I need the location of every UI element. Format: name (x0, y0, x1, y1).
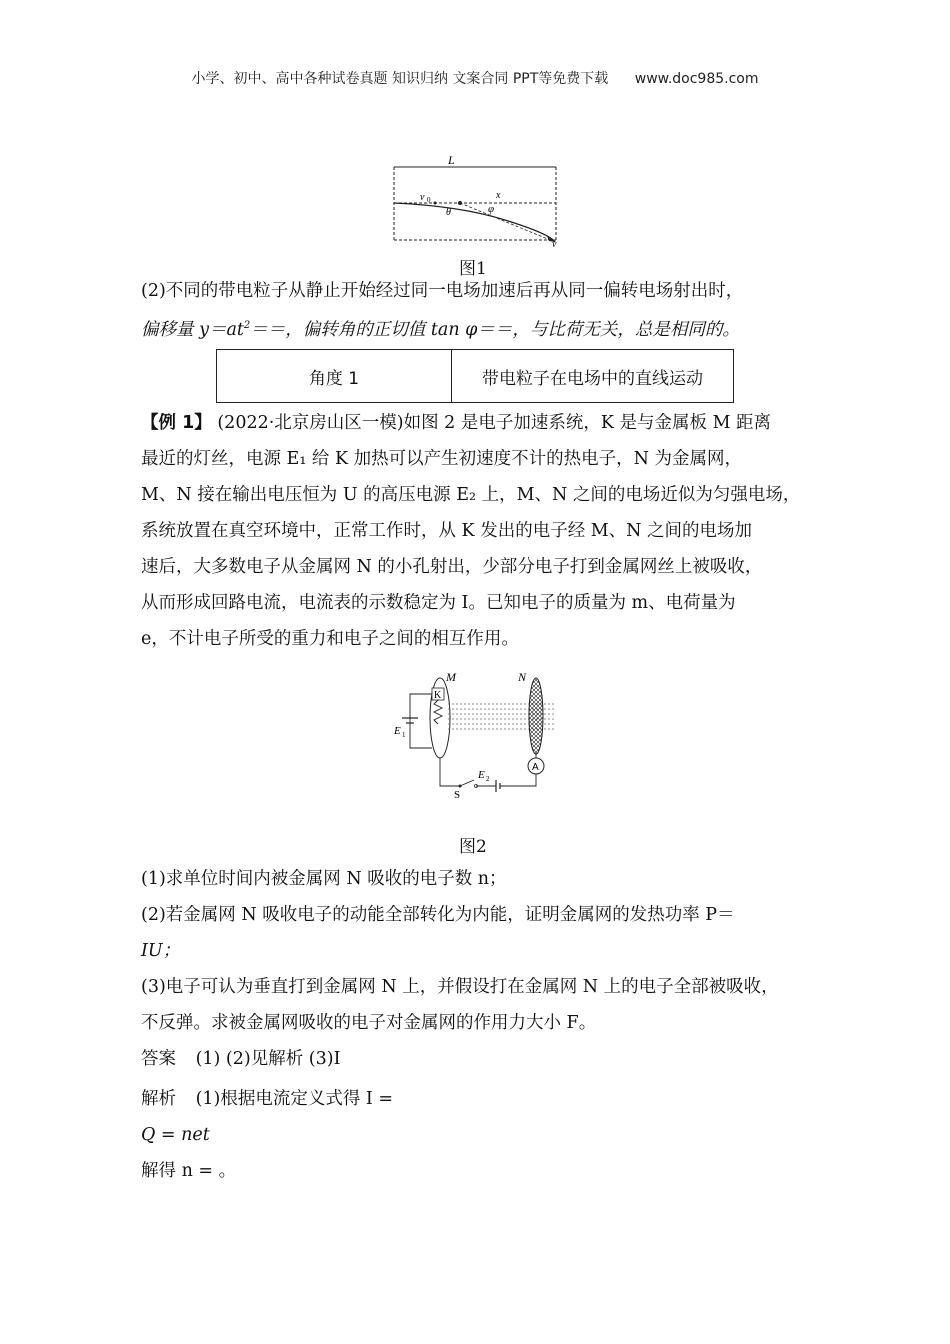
label-M: M (446, 670, 456, 684)
analysis-label: 解析 (141, 1089, 176, 1109)
label-L: L (448, 153, 455, 167)
para2-line1: (2)不同的带电粒子从静止开始经过同一电场加速后再从同一偏转电场射出时， (141, 281, 744, 301)
label-x: x (496, 190, 501, 201)
analysis-line-3: 解得 n = 。 (141, 1161, 237, 1181)
example-line-0 (141, 413, 771, 433)
example-text-0: (2022·北京房山区一模)如图 2 是电子加速系统，K 是与金属板 M 距离 (217, 413, 772, 433)
header-text: 小学、初中、高中各种试卷真题 知识归纳 文案合同 PPT等免费下载 (191, 71, 609, 87)
para2-line2-b: ＝＝，偏转角的正切值 tan φ＝＝，与比荷无关，总是相同的。 (250, 319, 740, 340)
analysis-line-2: Q = net (141, 1125, 210, 1145)
example-line-6: e，不计电子所受的重力和电子之间的相互作用。 (141, 629, 519, 649)
label-A: A (532, 762, 539, 773)
angle-label: 角度 1 (217, 350, 452, 402)
question-3-line2: 不反弹。求被金属网吸收的电子对金属网的作用力大小 F。 (141, 1013, 597, 1033)
midpoint-dot (458, 201, 462, 205)
analysis-line-1 (141, 1089, 393, 1109)
answer-text: (1) (2)见解析 (3)I (195, 1049, 341, 1069)
analysis-text-1: (1)根据电流定义式得 I = (195, 1089, 394, 1109)
label-E2: E (478, 769, 485, 781)
example-line-3: 系统放置在真空环境中，正常工作时，从 K 发出的电子经 M、N 之间的电场加 (141, 521, 753, 541)
para2-line2 (141, 316, 740, 340)
answer-label: 答案 (141, 1049, 176, 1069)
example-line-4: 速后，大多数电子从金属网 N 的小孔射出，少部分电子打到金属网丝上被吸收， (141, 557, 763, 577)
entry-dot (434, 202, 437, 205)
example-line-5: 从而形成回路电流，电流表的示数稳定为 I。已知电子的质量为 m、电荷量为 (141, 593, 736, 613)
label-v0: v (420, 192, 425, 203)
E1-wire (410, 694, 432, 748)
question-2-line2: IU； (141, 941, 181, 961)
label-v: v (552, 239, 557, 250)
label-phi: φ (488, 203, 495, 215)
label-N: N (518, 670, 527, 684)
tangent-line (460, 203, 555, 242)
page-header (0, 68, 950, 88)
label-E2-sub: 2 (486, 775, 490, 783)
bottom-wire-right (500, 774, 536, 786)
para2-line2-sup: 2 (243, 320, 251, 331)
bottom-wire-left (440, 758, 460, 786)
para2-line2-a: 偏移量 y＝at (141, 319, 244, 340)
question-2-line1: (2)若金属网 N 吸收电子的动能全部转化为内能，证明金属网的发热功率 P＝ (141, 905, 735, 925)
answer-line (141, 1049, 340, 1069)
label-E1: E (394, 725, 401, 737)
angle-topic: 带电粒子在电场中的直线运动 (482, 368, 703, 389)
label-theta: θ (446, 207, 451, 218)
figure-2-accelerator-diagram (388, 668, 568, 803)
mesh-N (529, 678, 543, 754)
angle-table (216, 349, 734, 403)
example-line-2: M、N 接在输出电压恒为 U 的高压电源 E₂ 上，M、N 之间的电场近似为匀强电场， (141, 485, 801, 505)
label-K: K (434, 690, 442, 701)
figure-1-caption: 图1 (459, 259, 487, 279)
figure-2-caption: 图2 (459, 837, 487, 857)
figure-1-deflection-diagram (390, 150, 580, 250)
label-S: S (454, 789, 461, 801)
question-3-line1: (3)电子可认为垂直打到金属网 N 上，并假设打在金属网 N 上的电子全部被吸收， (141, 977, 779, 997)
switch-S (460, 780, 474, 786)
example-line-1: 最近的灯丝，电源 E₁ 给 K 加热可以产生初速度不计的热电子，N 为金属网， (141, 449, 742, 469)
example-tag: 【例 1】 (141, 413, 212, 433)
label-v0-sub: 0 (427, 196, 431, 204)
question-1: (1)求单位时间内被金属网 N 吸收的电子数 n； (141, 869, 507, 889)
header-url[interactable]: www.doc985.com (634, 71, 759, 87)
label-E1-sub: 1 (402, 731, 406, 739)
filament-coil (434, 700, 442, 724)
